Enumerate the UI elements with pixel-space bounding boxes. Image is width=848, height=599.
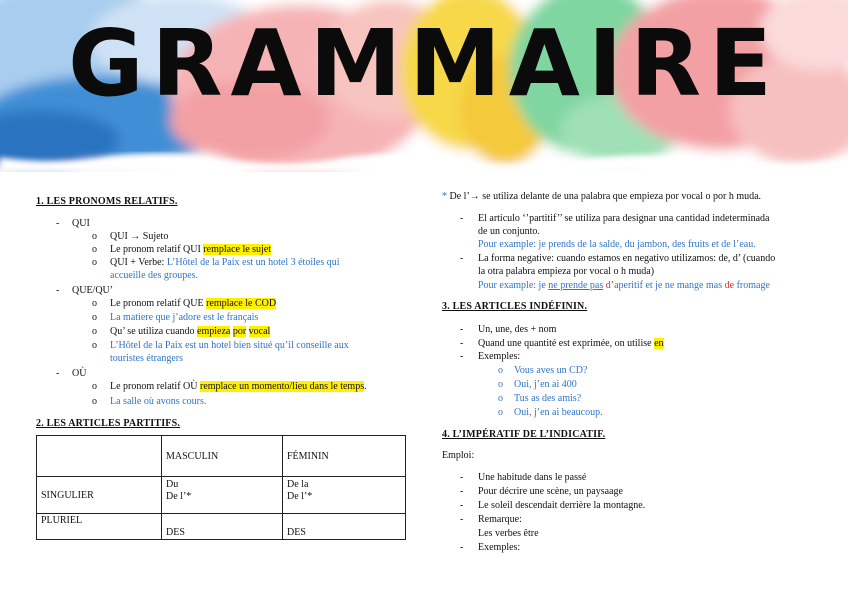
circle-bullet-icon: o (92, 257, 97, 268)
imperatif-item-3: Le soleil descendait derrière la montagne. (478, 500, 646, 511)
dash-bullet: - (56, 218, 60, 229)
table-header-feminin: FÉMININ (283, 436, 406, 477)
table-cell-plur-fem: DES (283, 514, 406, 540)
imperatif-item-4: Remarque: (478, 514, 522, 525)
circle-bullet-icon: o (92, 396, 97, 407)
circle-bullet-icon: o (92, 312, 97, 323)
imperatif-item-2: Pour décrire une scène, un paysaage (478, 486, 623, 497)
dash-bullet: - (460, 338, 464, 349)
circle-bullet-icon: o (498, 365, 503, 376)
ou-item-2: La salle où avons cours. (110, 396, 207, 407)
dash-bullet: - (460, 253, 464, 264)
partitif-item-2-cont: la otra palabra empieza por vocal o h muda) (478, 266, 655, 277)
dash-bullet: - (460, 486, 464, 497)
que-item-3: Qu’ se utiliza cuando empieza por vocal (110, 326, 271, 337)
table-cell-sing-fem: De la De l’* (283, 477, 406, 514)
dash-bullet: - (460, 472, 464, 483)
partitif-item-2: La forma negative: cuando estamos en negativo utilizamos: de, d’ (cuando (478, 253, 776, 264)
que-item-1: Le pronom relatif QUE remplace le COD (110, 298, 277, 309)
table-corner-cell (37, 436, 162, 477)
dash-bullet: - (460, 500, 464, 511)
dash-bullet: - (460, 351, 464, 362)
circle-bullet-icon: o (92, 244, 97, 255)
qui-item-3: QUI + Verbe: L’Hôtel de la Paix est un hotel 3 étoiles qui (110, 257, 340, 268)
partitifs-table (36, 435, 406, 540)
circle-bullet-icon: o (92, 381, 97, 392)
dash-bullet: - (56, 368, 60, 379)
watercolor-banner (0, 0, 848, 172)
partitif-note: * De l’→ se utiliza delante de una palabra que empieza por vocal o por h muda. (442, 191, 762, 202)
dash-bullet: - (460, 324, 464, 335)
circle-bullet-icon: o (498, 407, 503, 418)
table-cell-sing-masc: Du De l’* (162, 477, 283, 514)
qui-item-1: QUI → Sujeto (110, 231, 169, 242)
indefinin-example-3: Tus as des amis? (514, 393, 582, 404)
qui-item-2: Le pronom relatif QUI remplace le sujet (110, 244, 272, 255)
qui-label: QUI (72, 218, 90, 229)
dash-bullet: - (460, 213, 464, 224)
table-row-pluriel: PLURIEL (37, 514, 162, 540)
partitif-item-1-cont: de un conjunto. (478, 226, 540, 237)
ou-item-1: Le pronom relatif OÙ remplace un momento/lieu dans le temps. (110, 381, 367, 392)
imperatif-item-4-cont: Les verbes être (478, 528, 539, 539)
que-item-2: La matiere que j’adore est le français (110, 312, 259, 323)
que-item-4-cont: touristes étrangers (110, 353, 184, 364)
circle-bullet-icon: o (498, 379, 503, 390)
indefinin-example-4: Oui, j’en ai beaucoup. (514, 407, 603, 418)
qui-item-3-cont: accueille des groupes. (110, 270, 199, 281)
dash-bullet: - (56, 285, 60, 296)
partitif-item-1: El articulo ‘’partitif’’ se utiliza para designar una cantidad indeterminada (478, 213, 770, 224)
indefinin-item-2: Quand une quantité est exprimée, on utilise en (478, 338, 664, 349)
indefinin-example-1: Vous aves un CD? (514, 365, 588, 376)
imperatif-item-1: Une habitude dans le passé (478, 472, 587, 483)
indefinin-item-3: Exemples: (478, 351, 521, 362)
table-cell-plur-masc: DES (162, 514, 283, 540)
que-label: QUE/QU’ (72, 285, 114, 296)
section-heading-partitifs: 2. LES ARTICLES PARTITIFS. (36, 418, 181, 429)
table-header-masculin: MASCULIN (162, 436, 283, 477)
section-heading-indefinin: 3. LES ARTICLES INDÉFININ. (442, 301, 588, 312)
indefinin-example-2: Oui, j’en ai 400 (514, 379, 577, 390)
page-title: GRAMMAIRE (68, 10, 780, 117)
indefinin-item-1: Un, une, des + nom (478, 324, 557, 335)
circle-bullet-icon: o (92, 340, 97, 351)
circle-bullet-icon: o (92, 231, 97, 242)
section-heading-imperatif: 4. L’IMPÉRATIF DE L’INDICATIF. (442, 429, 606, 440)
imperatif-item-5: Exemples: (478, 542, 521, 553)
dash-bullet: - (460, 542, 464, 553)
ou-label: OÙ (72, 368, 87, 379)
circle-bullet-icon: o (498, 393, 503, 404)
circle-bullet-icon: o (92, 298, 97, 309)
dash-bullet: - (460, 514, 464, 525)
que-item-4: L’Hôtel de la Paix est un hotel bien situé qu’il conseille aux (110, 340, 349, 351)
highlight: remplace le sujet (203, 244, 272, 255)
section-heading-pronoms: 1. LES PRONOMS RELATIFS. (36, 196, 178, 207)
partitif-example-1: Pour example: je prends de la salde, du jambon, des fruits et de l’eau. (478, 239, 756, 250)
partitif-example-2: Pour example: je ne prende pas d’aperitif et je ne mange mas de fromage (478, 280, 770, 291)
table-row-singulier: SINGULIER (37, 477, 162, 514)
emploi-label: Emploi: (442, 450, 475, 461)
circle-bullet-icon: o (92, 326, 97, 337)
